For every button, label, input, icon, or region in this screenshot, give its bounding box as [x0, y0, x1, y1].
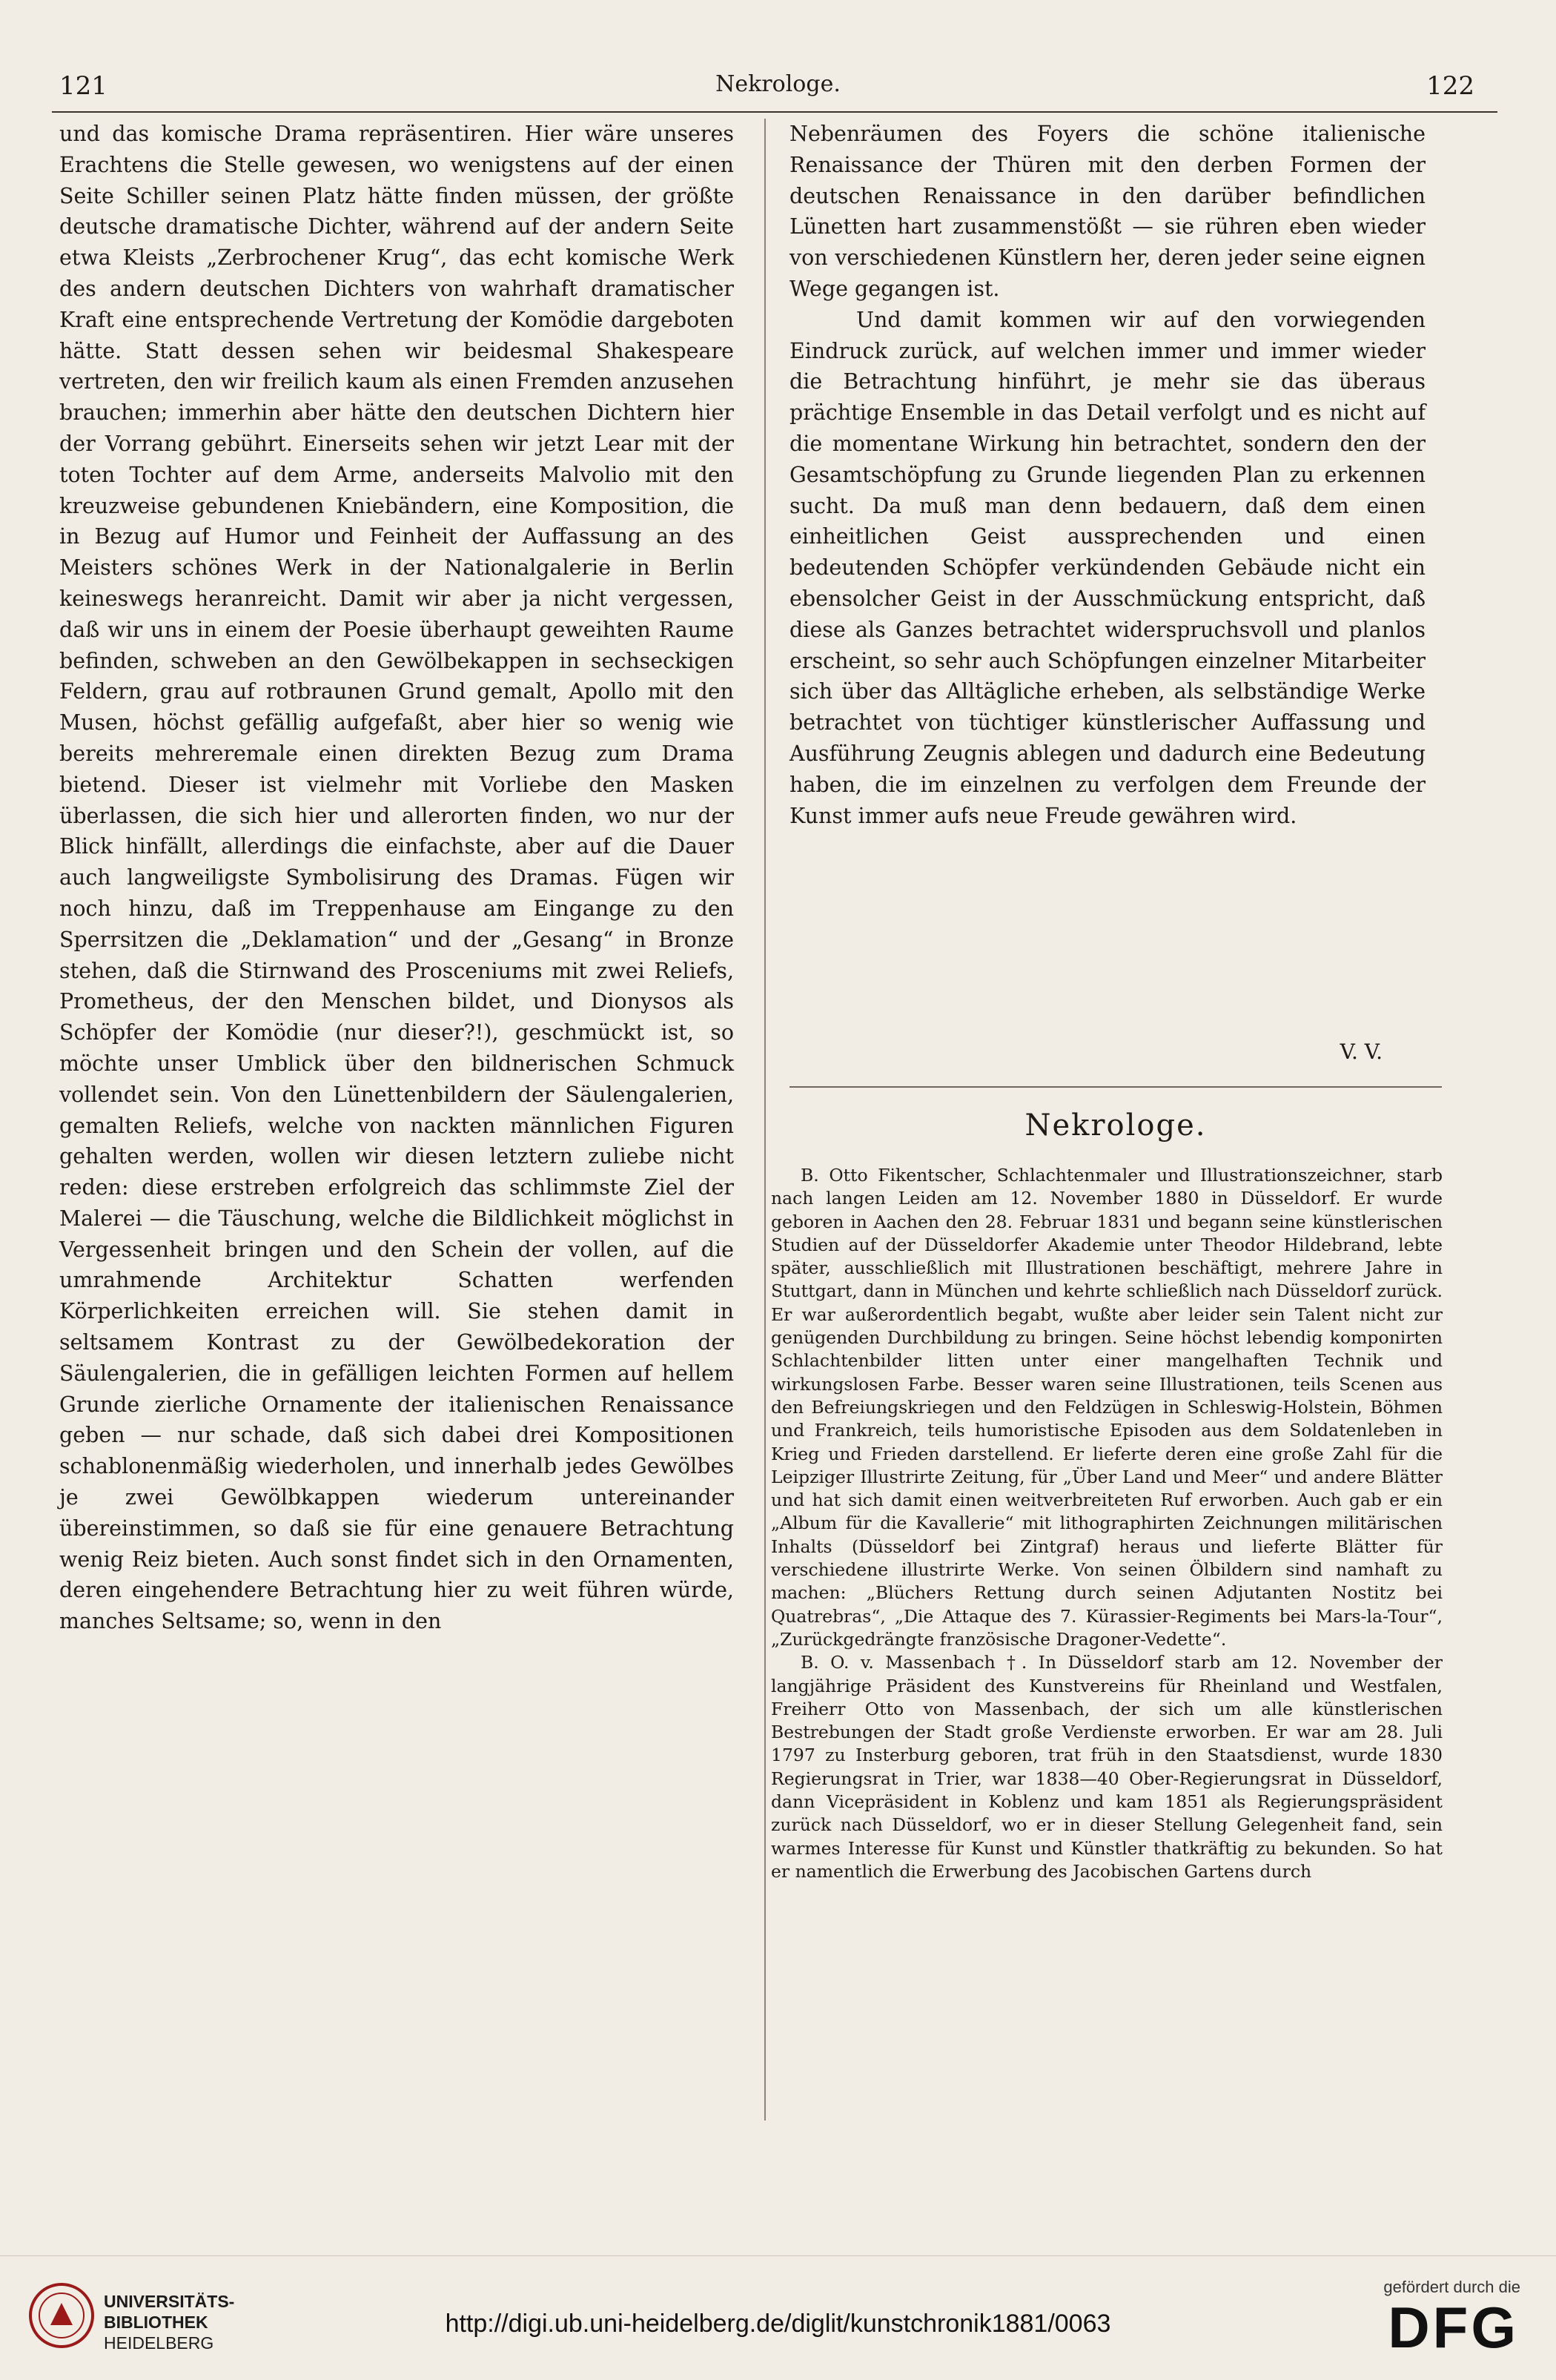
footer-rule	[0, 2255, 1556, 2256]
header-rule	[52, 111, 1497, 113]
library-name-line: HEIDELBERG	[104, 2333, 214, 2353]
section-rule	[789, 1086, 1442, 1088]
right-column-article	[789, 119, 1426, 831]
source-url-link[interactable]: http://digi.ub.uni-heidelberg.de/diglit/kunstchronik1881/0063	[445, 2310, 1111, 2338]
obituary-entry: B. Otto Fikentscher, Schlachtenmaler und Illustrationszeichner, starb nach langen Leiden am 12. November 1880 in Düsseldorf. Er wurde geboren in Aachen den 28. Februar 1831 und begann seine künstlerischen Studien auf der Düsseldorfer Akademie unter Theodor Hildebrand, lebte später, ausschließlich mit Illustrationen beschäftigt, mehrere Jahre in Stuttgart, dann in München und kehrte schließlich nach Düsseldorf zurück. Er war außerordentlich begabt, wußte aber leider sein Talent nicht zur genügenden Durchbildung zu bringen. Seine höchst lebendig komponirten Schlachtenbilder litten unter einer mangelhaften Technik und wirkungslosen Farbe. Besser waren seine Illustrationen, teils Scenen aus den Befreiungskriegen und den Feldzügen in Schleswig-Holstein, Böhmen und Frankreich, teils humoristische Episoden aus dem Soldatenleben in Krieg und Frieden darstellend. Er lieferte deren eine große Zahl für die Leipziger Illustrirte Zeitung, für „Über Land und Meer“ und andere Blätter und hat sich damit einen weitverbreiteten Ruf erworben. Auch gab er ein „Album für die Kavallerie“ mit lithographirten Zeichnungen militärischen Inhalts (Düsseldorf bei Zintgraf) heraus und lieferte Blätter für verschiedene illustrirte Werke. Von seinen Ölbildern sind namhaft zu machen: „Blüchers Rettung durch seinen Adjutanten Nostitz bei Quatrebras“, „Die Attaque des 7. Kürassier-Regiments bei Mars-la-Tour“, „Zurückgedrängte französische Dragoner-Vedette“.	[771, 1165, 1443, 1650]
right-paragraph: Nebenräumen des Foyers die schöne italienische Renaissance der Thüren mit den derben Formen der deutschen Renaissance in den darüber befindlichen Lünetten hart zusammenstößt — sie rühren eben wieder von verschiedenen Künstlern her, deren jeder seine eignen Wege gegangen ist.	[789, 122, 1426, 301]
obituary-entry: B. O. v. Massenbach †. In Düsseldorf starb am 12. November der langjährige Präsident des Kunstvereins für Rheinland und Westfalen, Freiherr Otto von Massenbach, der sich um alle künstlerischen Bestrebungen der Stadt große Verdienste erworben. Er war am 28. Juli 1797 zu Insterburg geboren, trat früh in den Staatsdienst, wurde 1830 Regierungsrat in Trier, war 1838—40 Ober-Regierungsrat in Düsseldorf, dann Vicepräsident in Koblenz und kam 1851 als Regierungspräsident zurück nach Düsseldorf, wo er in dieser Stellung Gelegenheit fand, sein warmes Interesse für Kunst und Künstler thatkräftig zu bekunden. So hat er namentlich die Erwerbung des Jacobischen Gartens durch	[771, 1652, 1443, 1882]
obituaries	[771, 1164, 1443, 1883]
left-paragraph: und das komische Drama repräsentiren. Hier wäre unseres Erachtens die Stelle gewesen, wo wenigstens auf der einen Seite Schiller seinen Platz hätte finden müssen, der größte deutsche dramatische Dichter, während auf der andern Seite etwa Kleists „Zerbrochener Krug“, das echt komische Werk des andern deutschen Dichters von wahrhaft dramatischer Kraft eine entsprechende Vertretung der Komödie dargeboten hätte. Statt dessen sehen wir beidesmal Shakespeare vertreten, den wir freilich kaum als einen Fremden anzusehen brauchen; immerhin aber hätte den deutschen Dichtern hier der Vorrang gebührt. Einerseits sehen wir jetzt Lear mit der toten Tochter auf dem Arme, anderseits Malvolio mit den kreuzweise gebundenen Kniebändern, eine Komposition, die in Bezug auf Humor und Feinheit der Auffassung an des Meisters schönes Werk in der Nationalgalerie in Berlin keineswegs heranreicht. Damit wir aber ja nicht vergessen, daß wir uns in einem der Poesie überhaupt geweihten Raume befinden, schweben an den Gewölbekappen in sechseckigen Feldern, grau auf rotbraunen Grund gemalt, Apollo mit den Musen, höchst gefällig aufgefaßt, aber hier so wenig wie bereits mehreremale einen direkten Bezug zum Drama bietend. Dieser ist vielmehr mit Vorliebe den Masken überlassen, die sich hier und allerorten finden, wo nur der Blick hinfällt, allerdings die einfachste, aber auf die Dauer auch langweiligste Symbolisirung des Dramas. Fügen wir noch hinzu, daß im Treppenhause am Eingange zu den Sperrsitzen die „Deklamation“ und der „Gesang“ in Bronze stehen, daß die Stirnwand des Prosceniums mit zwei Reliefs, Prometheus, der den Menschen bildet, und Dionysos als Schöpfer der Komödie (nur dieser?!), geschmückt ist, so möchte unser Umblick über den bildnerischen Schmuck vollendet sein. Von den Lünettenbildern der Säulengalerien, gemalten Reliefs, welche von nackten männlichen Figuren gehalten werden, wollen wir diesen letztern zuliebe nicht reden: diese erstreben erfolgreich das schlimmste Ziel der Malerei — die Täuschung, welche die Bildlichkeit möglichst in Vergessenheit bringen und den Schein der vollen, auf die umrahmende Architektur Schatten werfenden Körperlichkeiten erreichen will. Sie stehen damit in seltsamem Kontrast zu der Gewölbedekoration der Säulengalerien, die in gefälligen leichten Formen auf hellem Grunde zierliche Ornamente der italienischen Renaissance geben — nur schade, daß sich dabei drei Kompositionen schablonenmäßig wiederholen, und innerhalb jedes Gewölbes je zwei Gewölbkappen wiederum untereinander übereinstimmen, so daß sie für eine genauere Betrachtung wenig Reiz bieten. Auch sonst findet sich in den Ornamenten, deren eingehendere Betrachtung hier zu weit führen würde, manches Seltsame; so, wenn in den	[59, 122, 734, 1634]
library-name-line: BIBLIOTHEK	[104, 2313, 208, 2332]
running-title: Nekrologe.	[715, 71, 841, 97]
funded-by-label: gefördert durch die	[1383, 2278, 1520, 2296]
left-page-number: 121	[59, 71, 107, 101]
right-paragraph: Und damit kommen wir auf den vorwiegenden Eindruck zurück, auf welchen immer und immer wieder die Betrachtung hinführt, je mehr sie das überaus prächtige Ensemble in das Detail verfolgt und es nicht auf die momentane Wirkung hin betrachtet, sondern den der Gesamtschöpfung zu Grunde liegenden Plan zu erkennen sucht. Da muß man denn bedauern, daß dem einen einheitlichen Geist aussprechenden und einen bedeutenden Schöpfer verkündenden Gebäude nicht ein ebensolcher Geist in der Ausschmückung entspricht, daß diese als Ganzes betrachtet widerspruchsvoll und planlos erscheint, so sehr auch Schöpfungen einzelner Mitarbeiter sich über das Alltägliche erheben, als selbständige Werke betrachtet von tüchtiger künstlerischer Auffassung und Ausführung Zeugnis ablegen und dadurch eine Bedeutung haben, die im einzelnen zu verfolgen dem Freunde der Kunst immer aufs neue Freude gewähren wird.	[789, 307, 1426, 828]
dfg-logo: DFG	[1388, 2295, 1519, 2360]
column-separator	[764, 119, 766, 2120]
right-page-number: 122	[1426, 71, 1474, 101]
library-name-line: UNIVERSITÄTS-	[104, 2292, 235, 2311]
section-heading: Nekrologe.	[1024, 1108, 1207, 1143]
author-signature: V. V.	[1340, 1039, 1383, 1064]
left-column	[59, 119, 734, 1637]
